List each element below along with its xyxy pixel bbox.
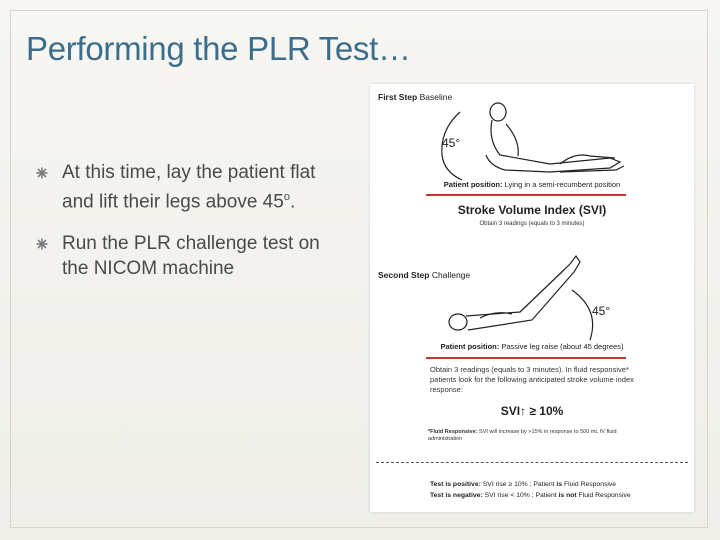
instructions-text: Obtain 3 readings (equals to 3 minutes). In fluid responsive* patients look for the following anticipated stroke volume index response: [430, 365, 634, 394]
bullet-item [36, 160, 346, 214]
plr-figure [370, 84, 694, 512]
bullet-text: At this time, lay the patient flat and lift their legs above 45 [62, 162, 316, 213]
bullet-suffix: . [289, 191, 296, 213]
test-negative-line: Test is negative: SVI rise < 10% ; Patient is not Fluid Responsive [430, 492, 631, 499]
bullet-star-icon [36, 238, 48, 250]
slide-title: Performing the PLR Test… [26, 30, 411, 67]
red-divider-2 [426, 357, 626, 359]
second-step-heading: Second Step Challenge [378, 270, 471, 280]
bullet-item [36, 231, 346, 281]
svi-note: Obtain 3 readings (equals to 3 minutes) [479, 221, 585, 227]
patient-position-2: Patient position: Passive leg raise (about 45 degrees) [440, 342, 624, 351]
svi-heading: Stroke Volume Index (SVI) [457, 203, 607, 217]
passive-leg-raise-illustration [440, 250, 620, 346]
bullet-star-icon [36, 167, 48, 179]
fluid-responsive-footnote: *Fluid Responsive: SVI will increase by >15% in response to 500 mL IV fluid administration [428, 429, 617, 442]
degree-superscript: o [283, 191, 290, 203]
bullet-list [36, 160, 346, 298]
red-divider-1 [426, 194, 626, 196]
angle-label-1: 45° [442, 136, 461, 150]
bullet-text: Run the PLR challenge test on the NICOM machine [62, 233, 320, 280]
patient-position-1: Patient position: Lying in a semi-recumbent position [443, 180, 621, 189]
test-positive-line: Test is positive: SVI rise ≥ 10% ; Patient is Fluid Responsive [430, 481, 617, 488]
svi-rise-threshold: SVI↑ ≥ 10% [500, 404, 564, 418]
first-step-heading: First Step Baseline [378, 92, 453, 102]
dashed-divider [376, 462, 688, 463]
angle-label-2: 45° [592, 304, 611, 318]
